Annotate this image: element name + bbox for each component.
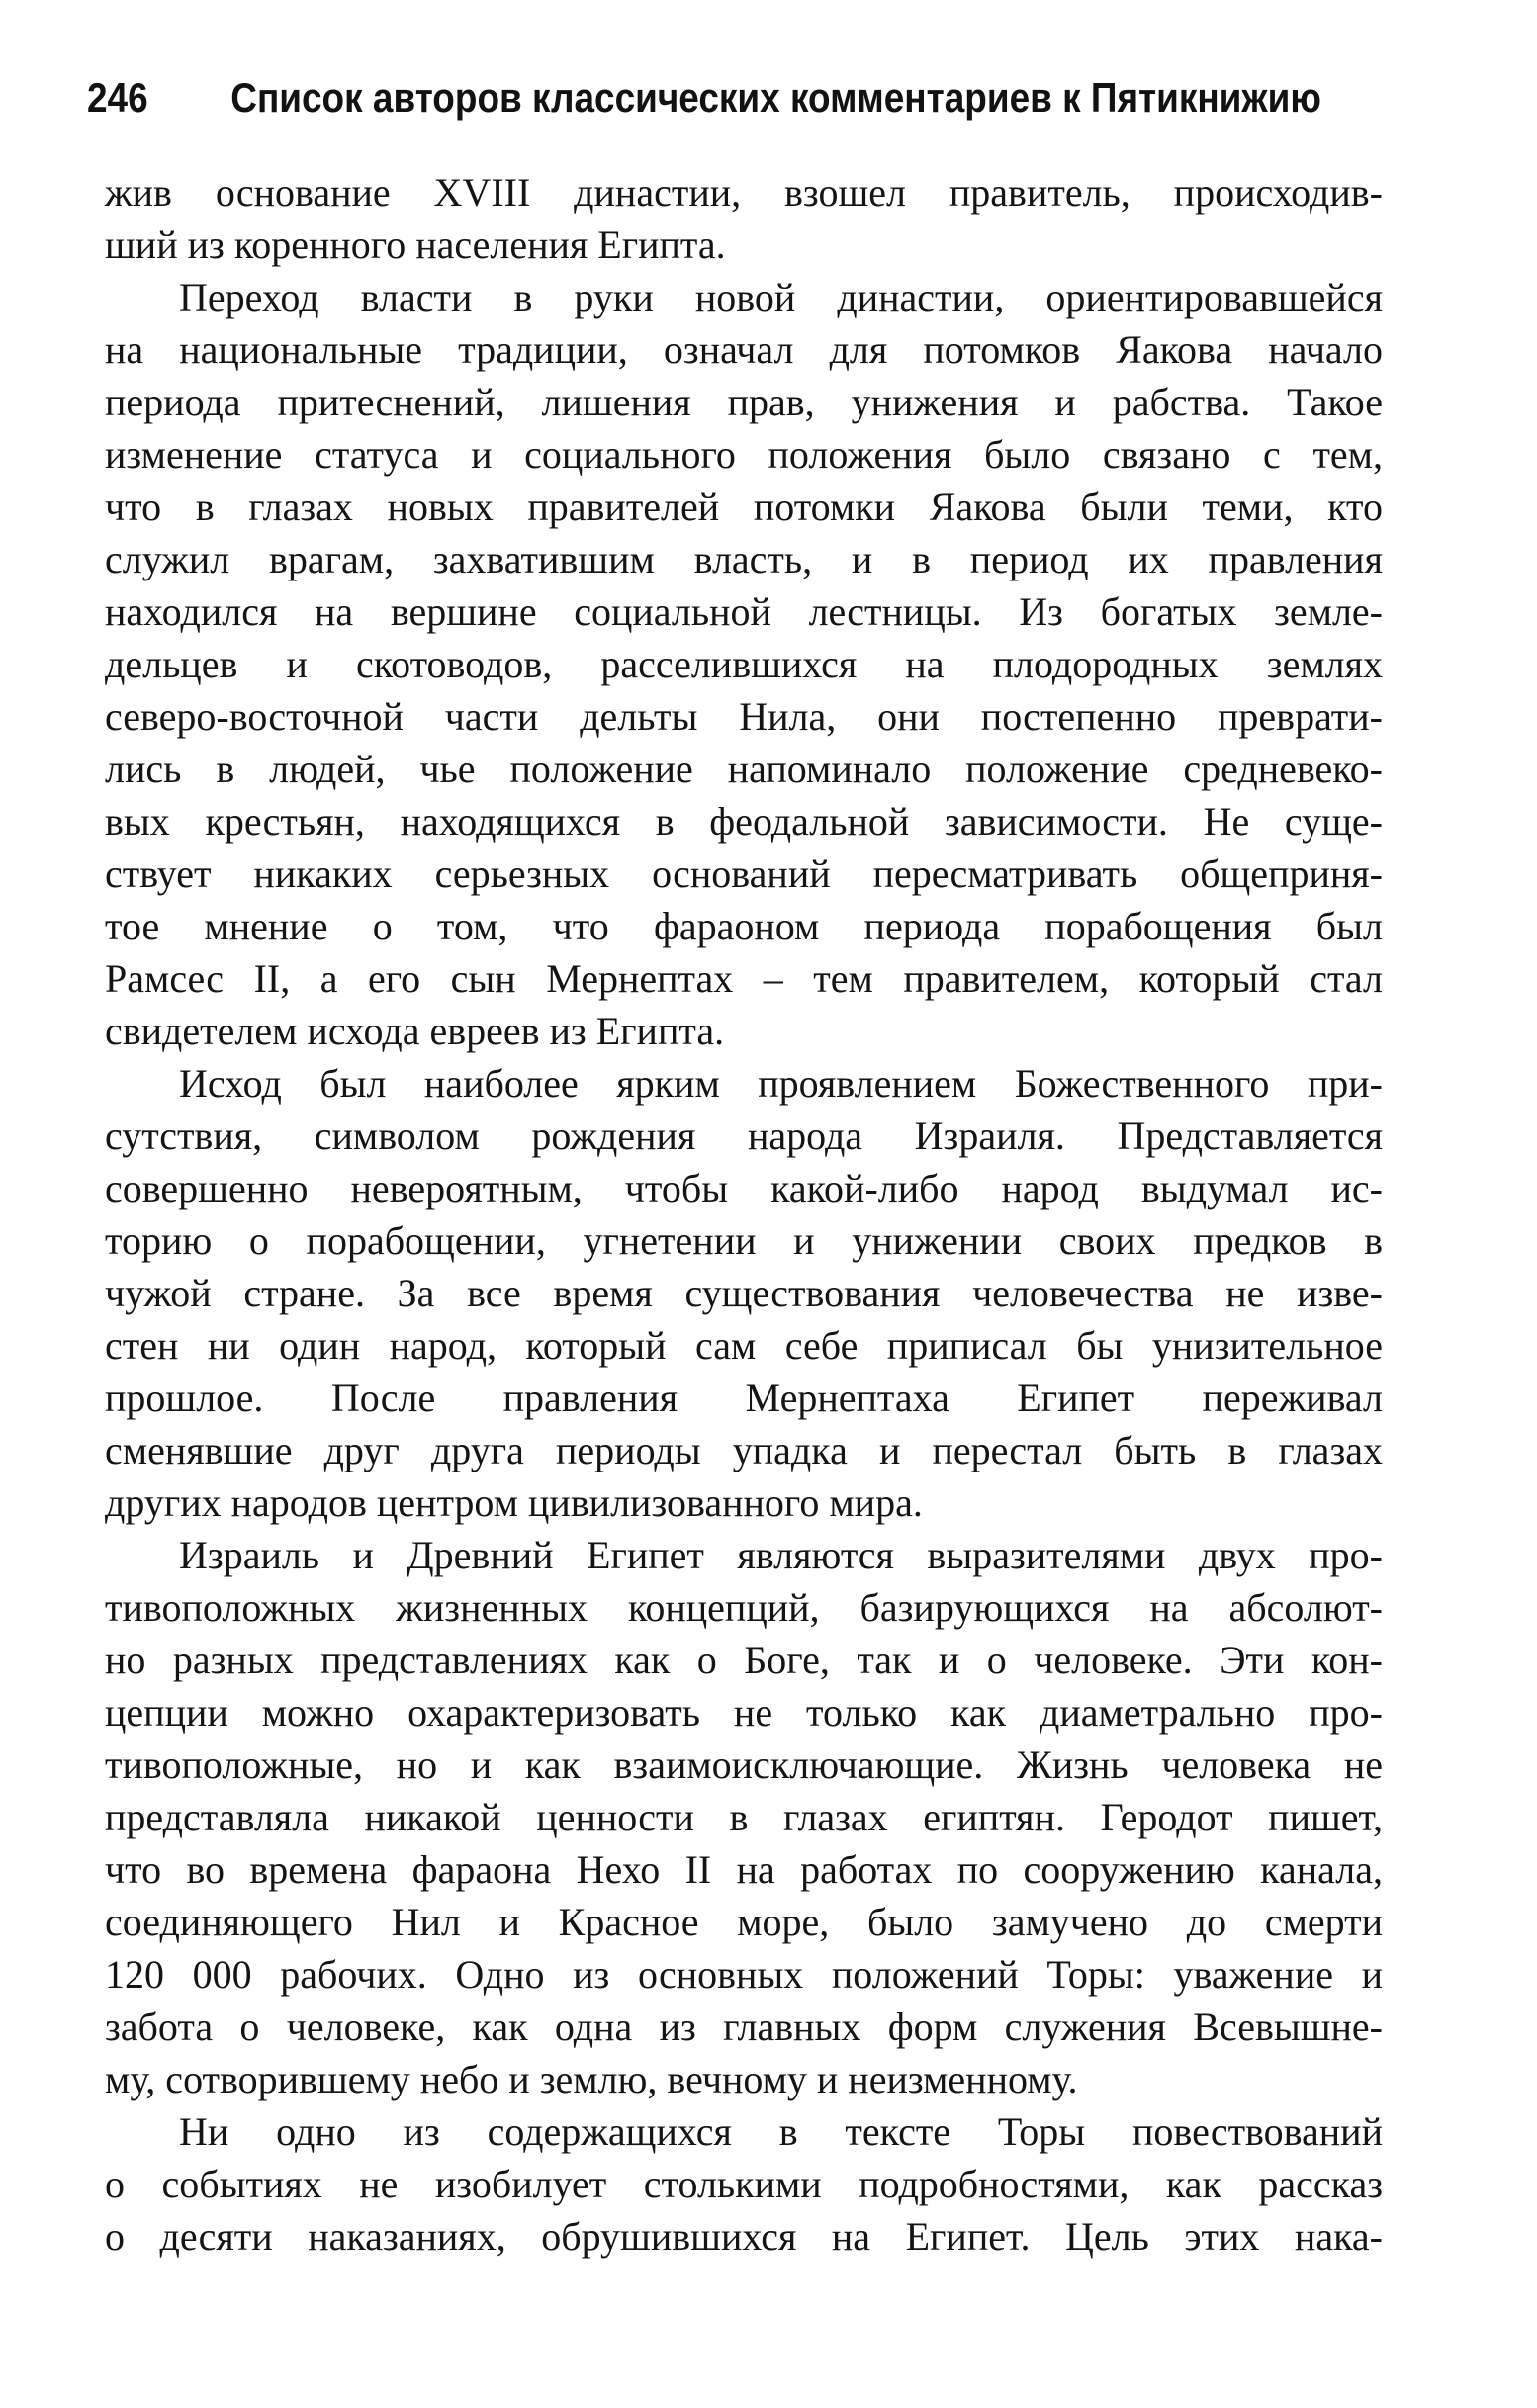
text-line: тое мнение о том, что фараоном периода порабощения был	[105, 904, 1383, 948]
text-line: совершенно невероятным, чтобы какой-либо народ выдумал ис-	[105, 1166, 1383, 1210]
text-line: Ни одно из содержащихся в тексте Торы повествований	[179, 2109, 1383, 2154]
text-line: но разных представлениях как о Боге, так и о человеке. Эти кон-	[105, 1638, 1383, 1682]
text-line: 120 000 рабочих. Одно из основных положений Торы: уважение и	[105, 1952, 1383, 1997]
text-line: периода притеснений, лишения прав, унижения и рабства. Такое	[105, 380, 1383, 424]
text-line: Переход власти в руки новой династии, ориентировавшейся	[179, 275, 1383, 319]
text-line: служил врагам, захватившим власть, и в период их правления	[105, 537, 1383, 581]
text-line: находился на вершине социальной лестницы. Из богатых земле-	[105, 589, 1383, 634]
text-line: сменявшие друг друга периоды упадка и перестал быть в глазах	[105, 1428, 1383, 1472]
text-line: Исход был наиболее ярким проявлением Божественного при-	[179, 1061, 1383, 1106]
text-line: забота о человеке, как одна из главных форм служения Всевышне-	[105, 2005, 1383, 2049]
text-line: других народов центром цивилизованного мира.	[105, 1480, 923, 1525]
text-line: стен ни один народ, который сам себе приписал бы унизительное	[105, 1323, 1383, 1368]
text-line: прошлое. После правления Мернептаха Египет переживал	[105, 1376, 1383, 1420]
text-line: соединяющего Нил и Красное море, было замучено до смерти	[105, 1900, 1383, 1944]
text-line: тивоположные, но и как взаимоисключающие. Жизнь человека не	[105, 1742, 1383, 1787]
text-line: представляла никакой ценности в глазах египтян. Геродот пишет,	[105, 1795, 1383, 1839]
text-line: жив основание XVIII династии, взошел правитель, происходив-	[105, 170, 1383, 215]
page-number: 246	[87, 74, 148, 121]
text-line: цепции можно охарактеризовать не только как диаметрально про-	[105, 1690, 1383, 1735]
running-header	[87, 74, 1321, 121]
text-line: о десяти наказаниях, обрушившихся на Египет. Цель этих нака-	[105, 2214, 1383, 2259]
page-body	[105, 166, 1383, 2263]
text-line: Израиль и Древний Египет являются выразителями двух про-	[179, 1533, 1383, 1577]
text-line: лись в людей, чье положение напоминало положение средневеко-	[105, 747, 1383, 791]
text-line: Рамсес II, а его сын Мернептах – тем правителем, который стал	[105, 956, 1383, 1001]
text-line: дельцев и скотоводов, расселившихся на плодородных землях	[105, 642, 1383, 686]
text-line: торию о порабощении, угнетении и унижении своих предков в	[105, 1218, 1383, 1263]
text-line: что во времена фараона Нехо II на работах по сооружению канала,	[105, 1847, 1383, 1892]
text-line: сутствия, символом рождения народа Израиля. Представляется	[105, 1114, 1383, 1158]
text-line: на национальные традиции, означал для потомков Яакова начало	[105, 327, 1383, 372]
text-line: свидетелем исхода евреев из Египта.	[105, 1009, 725, 1053]
text-line: ший из коренного населения Египта.	[105, 223, 726, 267]
text-line: тивоположных жизненных концепций, базирующихся на абсолют-	[105, 1585, 1383, 1630]
text-line: что в глазах новых правителей потомки Яакова были теми, кто	[105, 485, 1383, 529]
text-line: северо-восточной части дельты Нила, они постепенно преврати-	[105, 694, 1383, 739]
running-header-title: Список авторов классических комментариев к Пятикнижию	[230, 74, 1321, 121]
text-line: му, сотворившему небо и землю, вечному и неизменному.	[105, 2057, 1078, 2101]
text-line: о событиях не изобилует столькими подробностями, как рассказ	[105, 2162, 1383, 2206]
text-line: ствует никаких серьезных оснований пересматривать общеприня-	[105, 851, 1383, 896]
text-line: изменение статуса и социального положения было связано с тем,	[105, 432, 1383, 477]
text-line: вых крестьян, находящихся в феодальной зависимости. Не суще-	[105, 799, 1383, 844]
text-line: чужой стране. За все время существования человечества не изве-	[105, 1271, 1383, 1315]
